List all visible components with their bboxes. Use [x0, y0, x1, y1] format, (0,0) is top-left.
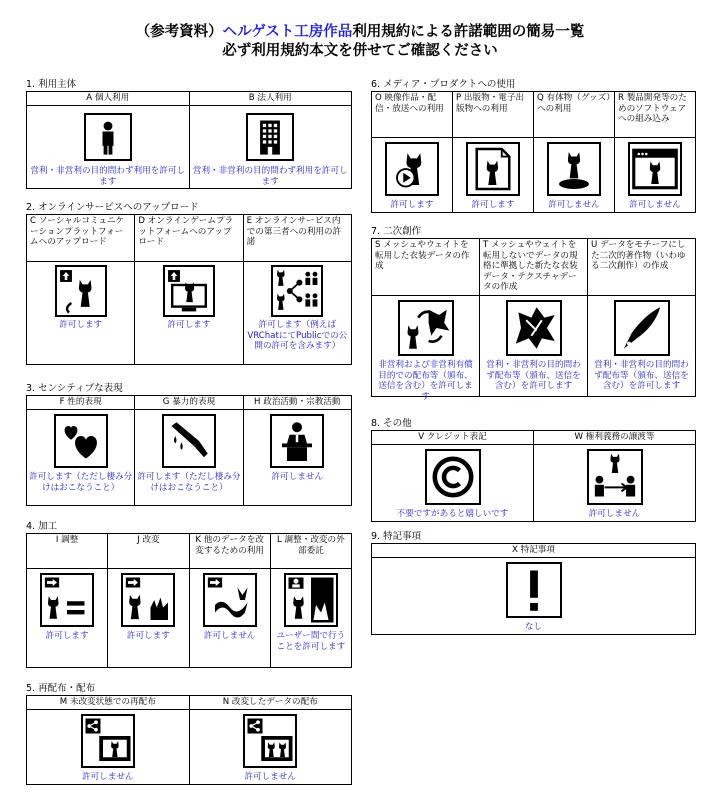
podium-speaker-icon	[270, 414, 324, 468]
outsource-icon	[284, 573, 338, 627]
section-processing: 4. 加工 I 調整 J 改変 K 他のデータを改変するための利用 L 調整・改変の外部委託 許可します 許可します 許可しません ユーザー間で行うことを許可します	[26, 521, 352, 668]
redistribute-icon	[81, 714, 135, 768]
section-media-products: 6. メディア・プロダクトへの使用 O 映像作品・配信・放送への利用 P 出版物・電子出版物への利用 Q 有体物（グッズ）への利用 R 製品開発等のためのソフトウェアへの組み込み 許可します 許可します 許可しません 許可しません	[371, 79, 696, 213]
modify-icon	[121, 573, 175, 627]
share-network-icon	[271, 265, 323, 317]
cross-use-icon	[203, 573, 257, 627]
item-s-mesh-reuse: S メッシュやウェイトを転用した衣装データの作成	[372, 239, 480, 296]
pen-nib-icon	[614, 300, 670, 356]
item-u-fan-works: U データをモチーフにした二次的著作物（いわゆる二次創作）の作成	[588, 239, 696, 296]
item-j-modify: J 改変	[108, 534, 189, 569]
bleeding-knife-icon	[162, 414, 216, 468]
item-l-outsource: L 調整・改変の外部委託	[270, 534, 351, 569]
section-redistribution: 5. 再配布・配布 M 未改変状態での再配布 N 改変したデータの配布 許可しません 許可しません	[26, 683, 352, 785]
transfer-icon	[587, 449, 643, 505]
item-g-violent: G 暴力的表現	[135, 396, 243, 410]
item-o-video: O 映像作品・配信・放送への利用	[372, 92, 453, 138]
brand-name: ヘルゲスト工房作品	[222, 24, 353, 40]
document-icon	[466, 142, 520, 196]
video-play-icon	[385, 142, 439, 196]
item-t-new-costume-data: T メッシュやウェイトを転用しないでデータの規格に準拠した新たな衣装データ・テクスチャデータの作成	[480, 239, 588, 296]
item-r-software: R 製品開発等のためのソフトウェアへの組み込み	[615, 92, 696, 138]
figure-goods-icon	[547, 142, 601, 196]
building-icon	[246, 113, 294, 161]
item-v-credit: V クレジット表記	[372, 431, 534, 445]
adjust-equal-icon	[40, 573, 94, 627]
page-title: （参考資料）ヘルゲスト工房作品利用規約による許諾範囲の簡易一覧	[135, 24, 585, 40]
section-label: 1. 利用主体	[26, 79, 77, 90]
item-m-redistribute-unmodified: M 未改変状態での再配布	[27, 696, 190, 710]
item-f-sexual: F 性的表現	[27, 396, 135, 410]
mesh-convert-icon	[398, 300, 454, 356]
item-h-political-religious: H 政治活動・宗教活動	[243, 396, 351, 410]
section-online-upload: 2. オンラインサービスへのアップロード C ソーシャルコミュニケーションプラットフォームへのアップロード D オンラインゲームプラットフォームへのアップロード E オンラインサービス内での第三者への利用の許諾 許可します 許可します 許可します（例えばVRChatにてPublicでの公開の許可を含みます）	[26, 202, 352, 365]
page-subtitle: 必ず利用規約本文を併せてご確認ください	[222, 43, 498, 59]
distribute-modified-icon	[243, 714, 297, 768]
item-q-goods: Q 有体物（グッズ）への利用	[534, 92, 615, 138]
upload-game-icon	[163, 265, 215, 317]
fabric-icon	[506, 300, 562, 356]
exclamation-icon	[506, 562, 562, 618]
software-window-icon	[628, 142, 682, 196]
section-derivative-works: 7. 二次創作 S メッシュやウェイトを転用した衣装データの作成 T メッシュやウェイトを転用しないでデータの規格に準拠した新たな衣装データ・テクスチャデータの作成 U データをモチーフにした二次的著作物（いわゆる二次創作）の作成 非営利および非営利有償目的での配布等（頒布、送信を含む）を許可します 営利・非営利の目的問わず配布等（頒布、送信を含む）を許可します 営利・非営利の目的問わず配布等（頒布、送信を含む）を許可します	[371, 226, 696, 397]
upload-social-icon	[55, 265, 107, 317]
copyright-icon	[425, 449, 481, 505]
section-special-notes: 9. 特記事項 X 特記事項 なし	[371, 531, 696, 635]
item-w-rights-transfer: W 権利義務の譲渡等	[534, 431, 696, 445]
hearts-icon	[54, 414, 108, 468]
item-a-personal-use: A 個人利用	[27, 92, 190, 106]
item-b-corporate-use: B 法人利用	[189, 92, 352, 106]
item-d-game-upload: D オンラインゲームプラットフォームへのアップロード	[135, 215, 243, 262]
item-p-publication: P 出版物・電子出版物への利用	[453, 92, 534, 138]
item-x-special-notes: X 特記事項	[372, 544, 696, 558]
item-n-distribute-modified: N 改変したデータの配布	[189, 696, 352, 710]
item-e-third-party-license: E オンラインサービス内での第三者への利用の許諾	[243, 215, 351, 262]
section-sensitive-expression: 3. センシティブな表現 F 性的表現 G 暴力的表現 H 政治活動・宗教活動 許可します（ただし棲み分けはおこなうこと） 許可します（ただし棲み分けはおこなうこと） 許可しません	[26, 383, 352, 506]
item-c-social-upload: C ソーシャルコミュニケーションプラットフォームへのアップロード	[27, 215, 135, 262]
section-usage-subject: 1. 利用主体 A 個人利用 B 法人利用 営利・非営利の目的問わず利用を許可します 営利・非営利の目的問わず利用を許可します	[26, 79, 352, 189]
person-icon	[84, 113, 132, 161]
item-i-adjust: I 調整	[27, 534, 108, 569]
item-k-use-for-other-data: K 他のデータを改変するための利用	[189, 534, 270, 569]
section-other: 8. その他 V クレジット表記 W 権利義務の譲渡等 不要ですがあると嬉しいです 許可しません	[371, 418, 696, 522]
